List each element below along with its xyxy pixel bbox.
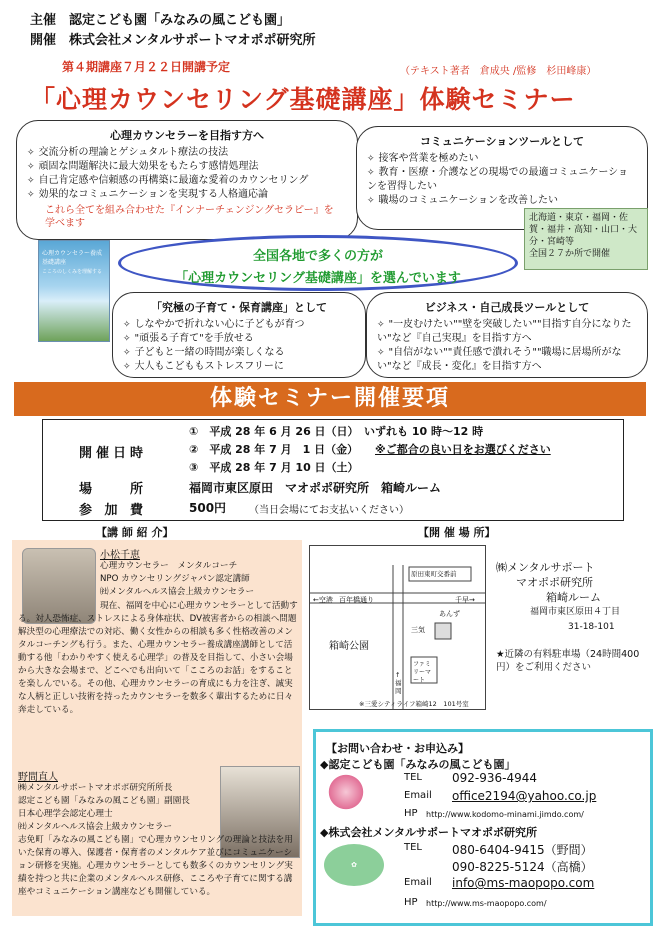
title-line: ㈳メンタルヘルス協会上級カウンセラー [100,587,255,597]
author-credit: （テキスト著者 倉成央 /監修 杉田峰康） [400,66,597,77]
counselor-bubble [16,120,358,240]
org1-tel-label: TEL [404,772,422,783]
counselor-tagline: これら全てを組み合わせた『インナーチェンジングセラピー』を学べます [45,205,334,229]
oval-line2: 「心理カウンセリング基礎講座」を選んでいます [175,271,461,286]
instructor-titles-2 [18,782,214,834]
list-item: ✧ しなやかで折れない心に子どもが育つ [123,318,365,332]
org1-email-label: Email [404,790,432,801]
counselor-heading: 心理カウンセラーを目指す方へ [110,129,264,142]
venue-company: ㈱メンタルサポート [496,561,595,574]
instructor-name-2: 野間直人 [18,772,58,783]
organizer-line: 開催 株式会社メンタルサポートマオポポ研究所 [30,33,316,48]
title-line: 日本心理学会認定心理士 [18,809,113,819]
map-anzu: あんず [439,610,460,618]
list-item: ✧ 接客や営業を極めたい [367,152,637,166]
sponsor-line: 主催 認定こども園「みなみの風こども園」 [30,13,291,28]
fee-value: 500円 [189,501,227,515]
date-note: ※ご都合の良い日をお選びください [375,443,551,456]
fee-label: 参 加 費 [79,503,148,518]
title-line: NPO カウンセリングジャパン認定講師 [100,574,250,584]
list-item: ✧ "自信がない""責任感で潰れそう""職場に居場所がない"など『成長・変化』を目指す方へ [377,346,639,374]
communication-heading: コミュニケーションツールとして [419,135,585,148]
list-item: ✧ 職場のコミュニケーションを改善したい [367,194,637,208]
list-item: ✧ 自己肯定感や信頼感の再構築に最適な愛着のカウンセリング [27,174,357,188]
map-airport: ←空港 [313,596,333,604]
instructor-titles-1 [100,560,300,599]
org2-tel-1: 080-6404-9415（野間） [452,843,593,857]
date-option-2: ② 平成 28 年 7 月 1 日（金） [189,443,359,456]
instructor-name-1: 小松千恵 [100,550,140,561]
venue-room: 箱崎ルーム [546,591,601,604]
list-item: ✧ 大人もこどももストレスフリーに [123,360,365,374]
maopopo-logo: ✿ [324,844,384,886]
title-line: 心理カウンセラー メンタルコーチ [100,561,238,571]
seminar-info-box [42,419,624,521]
venue-company2: マオポポ研究所 [516,576,593,589]
place-value: 福岡市東区原田 マオポポ研究所 箱崎ルーム [189,481,442,495]
org1-hp-label: HP [404,808,418,819]
fee-note: （当日会場にてお支払いください） [249,505,409,516]
place-label: 場 所 [79,482,148,497]
contact-box [313,729,653,926]
org2-tel-label: TEL [404,842,422,853]
instructor-panel [12,540,302,916]
map-familymart: ファミリーマート [413,661,432,684]
org1-email-link[interactable]: office2194@yahoo.co.jp [452,789,597,803]
parenting-heading: 「究極の子育て・保育講座」として [151,301,327,314]
list-item: ✧ 頑固な問題解決に最大効果をもたらす感情処理法 [27,160,357,174]
map-street: 百年橋通り [339,596,374,604]
list-item: ✧ 効果的なコミュニケーションを実現する人格適応論 [27,188,357,202]
org2-email-label: Email [404,877,432,888]
title-line: 認定こども園「みなみの風こども園」副園長 [18,796,190,806]
org2-hp-link[interactable]: http://www.ms-maopopo.com/ [426,899,547,908]
communication-list [357,152,647,208]
venue-heading: 【開 催 場 所】 [418,526,496,539]
venue-map [309,545,486,710]
counselor-list [17,146,357,202]
business-list [367,318,647,374]
map-fukuoka: ↑福岡 [395,671,402,695]
date-label: 開催日時 [79,446,148,461]
map-park: 箱崎公園 [329,641,369,652]
contact-org2: ◆株式会社メンタルサポートマオポポ研究所 [320,826,538,839]
venue-address-2: 31-18-101 [568,622,615,632]
date-option-1: ① 平成 28 年 6 月 26 日（日） いずれも 10 時～12 時 [189,425,484,438]
highlight-oval [118,235,518,291]
parenting-list [113,318,365,374]
instructor-heading: 【講 師 紹 介】 [96,526,174,539]
section-title: 体験セミナー開催要項 [14,382,646,416]
textbook-image [38,240,110,342]
parenting-bubble [112,292,366,378]
locations-text: 北海道・東京・福岡・佐賀・福井・高知・山口・大分・宮崎等 [529,213,638,247]
list-item: ✧ "頑張る子育て"を手放せる [123,332,365,346]
venue-address-1: 福岡市東区原田４丁目 [530,607,621,617]
page-title: 「心理カウンセリング基礎講座」体験セミナー [30,85,576,114]
title-line: ㈳メンタルヘルス協会上級カウンセラー [18,822,173,832]
org1-hp-link[interactable]: http://www.kodomo-minami.jimdo.com/ [426,810,584,819]
course-notice: 第４期講座７月２２日開講予定 [62,60,231,74]
map-station: 原田東町交番前 [411,570,457,578]
org2-hp-label: HP [404,897,418,908]
map-caption: ※三愛シティライフ箱崎12 101号室 [359,700,469,708]
venue-address [496,560,646,635]
list-item: ✧ "一皮むけたい""壁を突破したい""目指す自分になりたい"など『自己実現』を目指す方へ [377,318,639,346]
org2-tel-2: 090-8225-5124（高橋） [452,860,593,874]
book-title: 心理カウンセラー養成基礎講座 [42,250,103,266]
parking-note: ★近隣の有料駐車場（24時間400円）をご利用ください [496,649,640,673]
business-bubble [366,292,648,378]
oval-line1: 全国各地で多くの方が [252,249,383,264]
instructor-bio-1: 現在、福岡を中心に心理カウンセラーとして活動する。対人恐怖症、ストレスによる身体症状、DV被害者からの相談へ問題解決型の心理療法での対応、働く女性からの相談も多く性格改善のメンタルコーチングも行う。また、心理カウンセラー養成講座講師として活動する他「わかりやすく使える心理学」の普及を目指して、小さい会場から大きな会場まで、どこへでも出向いて「こころのお話」をすることを楽しんでいる。その他、心理カウンセラーの育成にも力を注ぎ、誠実な人柄と正しい技術を持ったカウンセラーを数多く輩出するために日々奔走している。 [18,601,298,715]
locations-note [524,208,648,270]
org1-tel: 092-936-4944 [452,771,538,785]
list-item: ✧ 子どもと一緒の時間が楽しくなる [123,346,365,360]
org2-email-link[interactable]: info@ms-maopopo.com [452,876,595,890]
date-option-3: ③ 平成 28 年 7 月 10 日（土） [189,461,359,474]
contact-heading: 【お問い合わせ・お申込み】 [326,742,469,755]
book-subtitle: こころのしくみを理解する [42,269,103,275]
locations-count: 全国２７か所で開催 [529,249,611,259]
title-line: ㈱メンタルサポートマオポポ研究所所長 [18,783,173,793]
instructor-bio-2: 志免町「みなみの風こども園」で心理カウンセリングの理論と技法を用いた保育の導入、保護者・保育者のメンタルケア並びにコミュニケーション研修を実施。心理カウンセラーとしても数多くのカウンセリング実績を持つと共に企業のメンタルヘルス研修、こころや子育てに関する講座やコミュニケーション講座なども開催している。 [18,835,293,897]
list-item: ✧ 教育・医療・介護などの現場での最適コミュニケーションを習得したい [367,166,637,194]
list-item: ✧ 交流分析の理論とゲシュタルト療法の技法 [27,146,357,160]
map-sanki: 三気 [411,626,425,634]
kindergarten-logo [326,772,376,822]
map-chihaya: 千早→ [455,596,475,604]
contact-org1: ◆認定こども園「みなみの風こども園」 [320,758,516,771]
business-heading: ビジネス・自己成長ツールとして [424,301,590,314]
